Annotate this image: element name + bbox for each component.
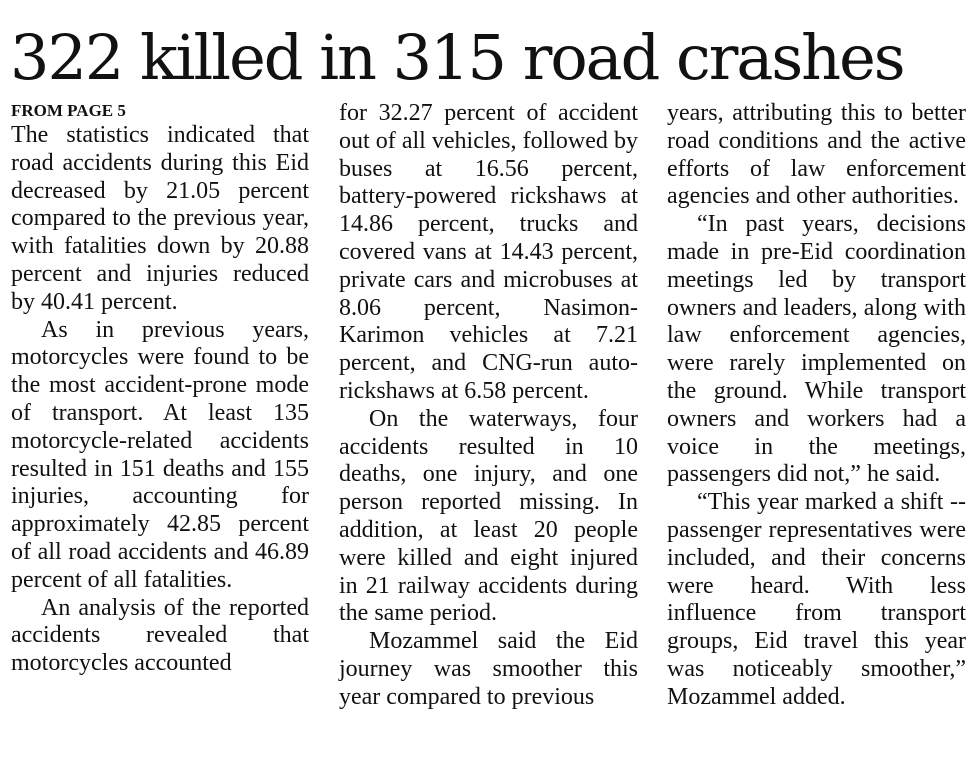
article-paragraph: “In past years, decisions made in pre-Eid coordination meetings led by transport owners and leaders, along with law enforcement agencies, were rarely implemented on the ground. While transport owners and workers had a voice in the meetings, passengers did not,” he said. <box>667 211 966 488</box>
article-paragraph: “This year marked a shift -- passenger representatives were included, and their concerns were heard. With less influence from transport groups, Eid travel this year was noticeably smoother,” Mozammel added. <box>667 489 966 710</box>
article-column-1 <box>11 100 309 678</box>
article-column-2 <box>339 100 638 712</box>
article-paragraph: Mozammel said the Eid journey was smoother this year compared to previous <box>339 628 638 710</box>
article-paragraph: As in previous years, motorcycles were found to be the most accident-prone mode of transport. At least 135 motorcycle-related accidents resulted in 151 deaths and 155 injuries, accounting for approximately 42.85 percent of all road accidents and 46.89 percent of all fatalities. <box>11 316 309 593</box>
page-continuation-kicker: FROM PAGE 5 <box>11 101 126 120</box>
article-paragraph: An analysis of the reported accidents revealed that motorcycles accounted <box>11 594 309 677</box>
article-column-3 <box>667 100 966 712</box>
article-paragraph: The statistics indicated that road accidents during this Eid decreased by 21.05 percent compared to the previous year, with fatalities down by 20.88 percent and injuries reduced by 40.41 percent. <box>11 122 309 315</box>
article-paragraph: for 32.27 percent of accident out of all vehicles, followed by buses at 16.56 percent, battery-powered rickshaws at 14.86 percent, trucks and covered vans at 14.43 percent, private cars and microbuses at 8.06 percent, Nasimon-Karimon vehicles at 7.21 percent, and CNG-run auto-rickshaws at 6.58 percent. <box>339 100 638 404</box>
article-paragraph: years, attributing this to better road conditions and the active efforts of law enforcement agencies and other authorities. <box>667 100 966 210</box>
article-headline: 322 killed in 315 road crashes <box>10 21 904 94</box>
article-paragraph: On the waterways, four accidents resulted in 10 deaths, one injury, and one person reported missing. In addition, at least 20 people were killed and eight injured in 21 railway accidents during the same period. <box>339 405 638 627</box>
